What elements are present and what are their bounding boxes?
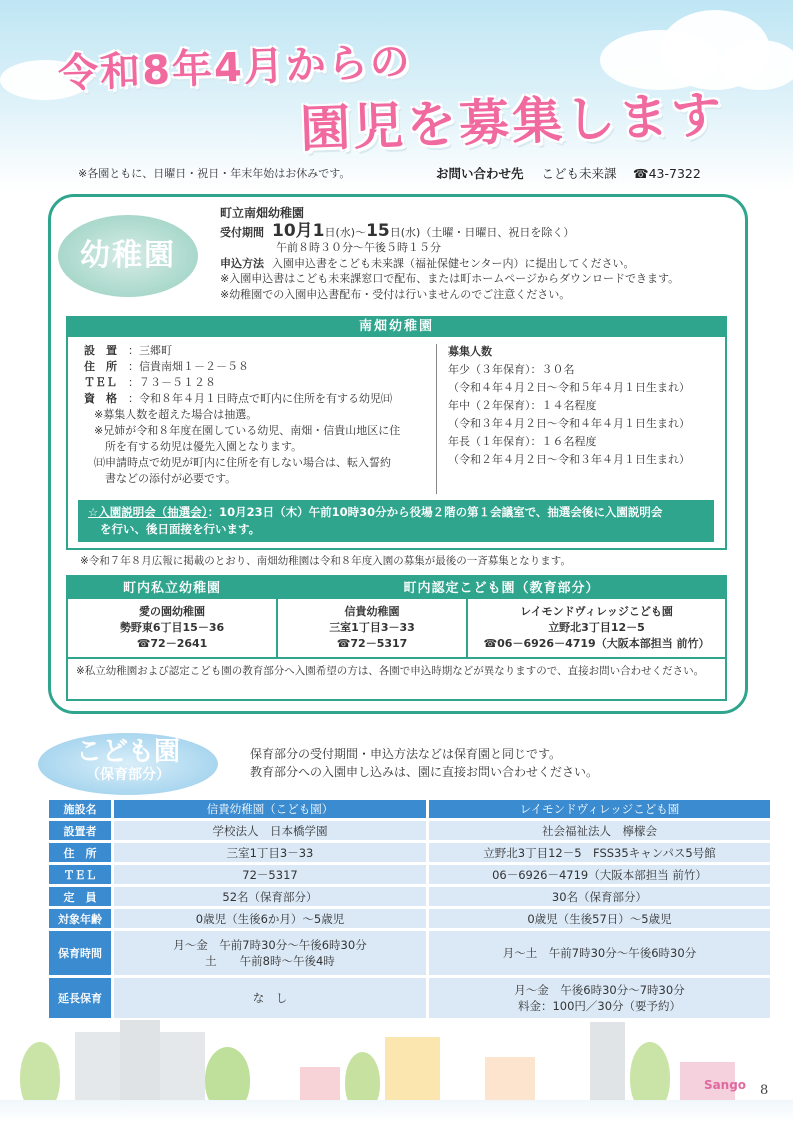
contact-dept: こども未来課 <box>541 166 617 181</box>
recruit-title: 募集人数 <box>448 345 492 358</box>
period-end-big: 15 <box>366 220 390 241</box>
cell: 0歳児（生後6か月）～5歳児 <box>114 909 426 928</box>
recruit-line: 年中（２年保育）：１４名程度 <box>448 399 597 412</box>
kindergarten-info <box>220 206 740 302</box>
briefing-link: ☆入園説明会（抽選会） <box>88 505 208 519</box>
row-label: 対象年齢 <box>49 909 111 928</box>
ground <box>0 1100 793 1122</box>
kindergarten-note2: ※幼稚園での入園申込書配布・受付は行いませんのでご注意ください。 <box>220 287 571 301</box>
facility-a: 信貴幼稚園（こども園） <box>114 800 426 818</box>
contact-label: お問い合わせ先 <box>436 166 524 181</box>
recruit-line: 年長（１年保育）：１６名程度 <box>448 435 597 448</box>
town-illustration <box>0 1020 793 1122</box>
contact-tel: ☎43-7322 <box>633 166 701 181</box>
sango-logo: Sango <box>703 1078 747 1092</box>
sub-note: ㈰申請時点で幼児が町内に住所を有しない場合は、転入誓約 <box>94 456 391 469</box>
private-note: ※私立幼稚園および認定こども園の教育部分へ入園希望の方は、各園で申込時期などが異なりますので、直接お問い合わせください。 <box>76 665 705 677</box>
minamibata-header: 南畑幼稚園 <box>66 316 727 337</box>
row-label: 住 所 <box>49 843 111 862</box>
period-end-rest: 日(水)（土曜・日曜日、祝日を除く） <box>389 225 575 239</box>
recruit-line: （令和２年４月２日～令和３年４月１日生まれ） <box>448 453 690 466</box>
cell: 52名（保育部分） <box>114 887 426 906</box>
row-label: 設置者 <box>49 821 111 840</box>
method-label: 申込方法 <box>220 256 264 270</box>
page-title-line1: 令和8年4月からの <box>57 38 413 98</box>
row-label: 定 員 <box>49 887 111 906</box>
sub-note: ※募集人数を超えた場合は抽選。 <box>94 408 258 421</box>
recruit-line: 年少（３年保育）：３０名 <box>448 363 575 376</box>
building <box>120 1020 160 1112</box>
kindergarten-name: 町立南畑幼稚園 <box>220 206 305 220</box>
kodomoen-description: 保育部分の受付期間・申込方法などは保育園と同じです。 教育部分への入園申し込みは、園に直接お問い合わせください。 <box>250 747 599 779</box>
recruit-line: （令和４年４月２日～令和５年４月１日生まれ） <box>448 381 690 394</box>
period-start-big: 10月1 <box>272 220 325 241</box>
sub-note: 所を有する幼児は優先入園となります。 <box>94 440 303 453</box>
detail-row: 資 格 ：令和８年４月１日時点で町内に住所を有する幼児㈰ <box>84 392 392 405</box>
kodomoen-badge: こども園 （保育部分） <box>38 733 218 795</box>
recruit-line: （令和３年４月２日～令和４年４月１日生まれ） <box>448 417 690 430</box>
kindergarten-note1: ※入園申込書はこども未来課窓口で配布、または町ホームページからダウンロードできます。 <box>220 272 680 285</box>
final-recruit-note: ※令和７年８月広報に掲載のとおり、南畑幼稚園は令和８年度入園の募集が最後の一斉募集となります。 <box>80 555 571 567</box>
cell: 06－6926－4719（大阪本部担当 前竹） <box>429 865 770 884</box>
private-schools-table <box>66 575 727 659</box>
private-header: 町内私立幼稚園 <box>67 576 277 598</box>
cell: 立野北3丁目12－5 FSS35キャンパス5号館 <box>429 843 770 862</box>
contact-info <box>436 164 701 182</box>
school-cell: レイモンドヴィレッジこども園 立野北3丁目12－5 ☎06－6926－4719（大阪本部担当 前竹） <box>467 598 726 658</box>
kodomoen-table <box>46 797 773 1021</box>
method-text: 入園申込書をこども未来課（福祉保健センター内）に提出してください。 <box>272 256 635 270</box>
kindergarten-badge: 幼稚園 <box>58 215 198 297</box>
page-number: 8 <box>760 1083 769 1098</box>
school-cell: 愛の園幼稚園 勢野東6丁目15－36 ☎72－2641 <box>67 598 277 658</box>
column-divider <box>436 344 437 494</box>
row-label: 延長保育 <box>49 978 111 1018</box>
detail-row: 設 置 ：三郷町 <box>84 344 172 357</box>
period-label: 受付期間 <box>220 225 264 239</box>
cell: 社会福祉法人 檸檬会 <box>429 821 770 840</box>
sub-note: ※兄姉が令和８年度在園している幼児、南畑・信貴山地区に住 <box>94 424 401 437</box>
cell: 72－5317 <box>114 865 426 884</box>
facility-b: レイモンドヴィレッジこども園 <box>429 800 770 818</box>
cell: 月～金 午後6時30分～7時30分 料金：100円／30分（要予約） <box>429 978 770 1018</box>
certified-header: 町内認定こども園（教育部分） <box>277 576 726 598</box>
building <box>590 1022 625 1112</box>
cell: 三室1丁目3－33 <box>114 843 426 862</box>
cell: 30名（保育部分） <box>429 887 770 906</box>
row-label: ＴＥＬ <box>49 865 111 884</box>
cell: 0歳児（生後57日）～5歳児 <box>429 909 770 928</box>
row-label: 施設名 <box>49 800 111 818</box>
detail-row: ＴＥＬ ：７３－５１２８ <box>84 376 216 389</box>
recruit-info <box>448 343 690 469</box>
holiday-note: ※各園ともに、日曜日・祝日・年末年始はお休みです。 <box>78 167 351 180</box>
cell: 学校法人 日本橋学園 <box>114 821 426 840</box>
minamibata-details <box>84 343 434 487</box>
period-start-rest: 日(水)～ <box>324 225 367 239</box>
page-title-line2: 園児を募集します <box>299 85 726 159</box>
period-time: 午前８時３０分～午後５時１５分 <box>276 241 441 254</box>
row-label: 保育時間 <box>49 931 111 975</box>
sub-note: 書などの添付が必要です。 <box>94 472 237 485</box>
cell: 月～土 午前7時30分～午後6時30分 <box>429 931 770 975</box>
briefing-banner: ☆入園説明会（抽選会）：10月23日（木）午前10時30分から役場２階の第１会議室で、抽選会後に入園説明会 を行い、後日面接を行います。 <box>78 500 714 542</box>
school-cell: 信貴幼稚園 三室1丁目3－33 ☎72－5317 <box>277 598 467 658</box>
cloud <box>720 40 793 90</box>
detail-row: 住 所 ：信貴南畑１－２－５８ <box>84 360 249 373</box>
cell: な し <box>114 978 426 1018</box>
cell: 月～金 午前7時30分～午後6時30分 土 午前8時～午後4時 <box>114 931 426 975</box>
